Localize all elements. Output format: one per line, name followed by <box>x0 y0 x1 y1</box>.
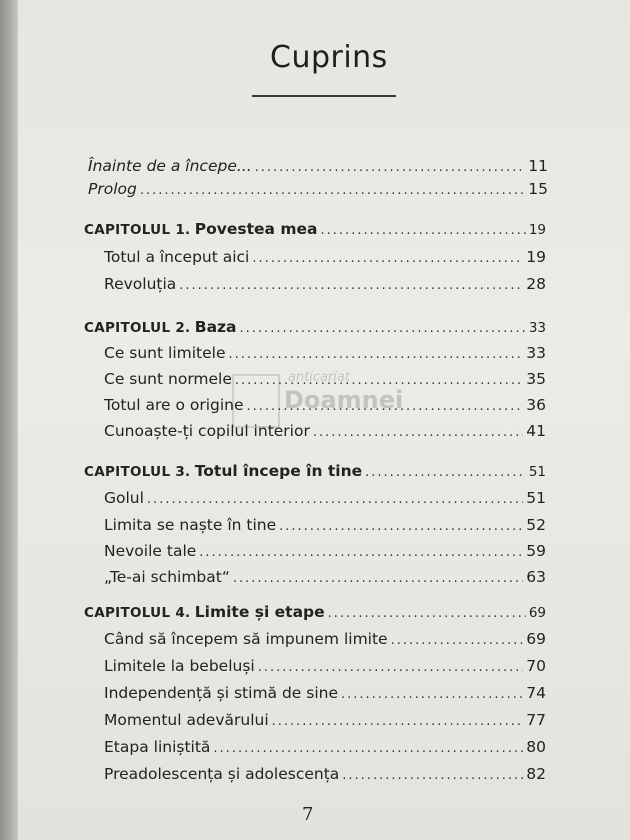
page-number: 7 <box>302 804 314 825</box>
section-entry <box>104 396 546 414</box>
entry-page-number: 51 <box>526 489 546 507</box>
front-matter-entry <box>88 180 548 198</box>
dot-leader <box>179 278 523 293</box>
entry-page-number: 77 <box>526 711 546 729</box>
entry-page-number: 36 <box>526 396 546 414</box>
section-entry <box>104 344 546 362</box>
entry-label: Golul <box>104 489 144 507</box>
dot-leader <box>365 465 526 480</box>
entry-page-number: 19 <box>528 222 546 238</box>
dot-leader <box>258 660 524 675</box>
entry-page-number: 51 <box>528 464 546 480</box>
chapter-entry <box>84 220 546 238</box>
entry-page-number: 69 <box>526 630 546 648</box>
entry-page-number: 15 <box>528 180 548 198</box>
dot-leader <box>328 606 526 621</box>
dot-leader <box>321 223 526 238</box>
dot-leader <box>213 741 523 756</box>
section-entry <box>104 275 546 293</box>
entry-label: Ce sunt normele <box>104 370 232 388</box>
chapter-prefix: CAPITOLUL 4. <box>84 605 191 621</box>
section-entry <box>104 422 546 440</box>
watermark-big-text: Doamnei <box>284 386 404 414</box>
entry-page-number: 41 <box>526 422 546 440</box>
chapter-name: Limite și etape <box>194 603 325 621</box>
entry-page-number: 11 <box>528 157 548 175</box>
entry-label: Etapa liniștită <box>104 738 211 756</box>
chapter-label <box>84 462 362 480</box>
dot-leader <box>235 373 523 388</box>
dot-leader <box>140 183 525 198</box>
chapter-label <box>84 603 325 621</box>
chapter-entry <box>84 603 546 621</box>
entry-label: Prolog <box>88 180 137 198</box>
entry-label: Ce sunt limitele <box>104 344 226 362</box>
entry-page-number: 63 <box>526 568 546 586</box>
dot-leader <box>341 687 523 702</box>
section-entry <box>104 568 546 586</box>
entry-label: Nevoile tale <box>104 542 197 560</box>
chapter-prefix: CAPITOLUL 3. <box>84 464 191 480</box>
section-entry <box>104 738 546 756</box>
chapter-entry <box>84 462 546 480</box>
chapter-name: Totul începe în tine <box>194 462 363 480</box>
section-entry <box>104 684 546 702</box>
section-entry <box>104 542 546 560</box>
entry-label: Preadolescența și adolescența <box>104 765 340 783</box>
entry-label: Limita se naște în tine <box>104 516 277 534</box>
entry-page-number: 33 <box>528 320 546 336</box>
entry-label: „Te-ai schimbat“ <box>104 568 230 586</box>
entry-page-number: 74 <box>526 684 546 702</box>
entry-label: Momentul adevărului <box>104 711 269 729</box>
dot-leader <box>391 633 524 648</box>
watermark-small-text: anticariat <box>288 370 351 385</box>
dot-leader <box>272 714 524 729</box>
section-entry <box>104 248 546 266</box>
entry-page-number: 33 <box>526 344 546 362</box>
section-entry <box>104 711 546 729</box>
section-entry <box>104 516 546 534</box>
dot-leader <box>342 768 523 783</box>
chapter-label <box>84 220 318 238</box>
entry-page-number: 59 <box>526 542 546 560</box>
entry-page-number: 19 <box>526 248 546 266</box>
page-title: Cuprins <box>270 40 388 75</box>
entry-page-number: 70 <box>526 657 546 675</box>
dot-leader <box>255 160 526 175</box>
entry-label: Totul are o origine <box>104 396 244 414</box>
entry-label: Revoluția <box>104 275 177 293</box>
front-matter-entry <box>88 157 548 175</box>
chapter-prefix: CAPITOLUL 2. <box>84 320 191 336</box>
dot-leader <box>247 399 524 414</box>
dot-leader <box>279 519 523 534</box>
entry-label: Totul a început aici <box>104 248 250 266</box>
dot-leader <box>252 251 523 266</box>
entry-page-number: 82 <box>526 765 546 783</box>
chapter-label <box>84 318 237 336</box>
entry-label: Cunoaște-ți copilul interior <box>104 422 310 440</box>
section-entry <box>104 657 546 675</box>
chapter-prefix: CAPITOLUL 1. <box>84 222 191 238</box>
dot-leader <box>233 571 523 586</box>
section-entry <box>104 765 546 783</box>
entry-label: Independență și stimă de sine <box>104 684 339 702</box>
dot-leader <box>147 492 523 507</box>
entry-page-number: 52 <box>526 516 546 534</box>
section-entry <box>104 370 546 388</box>
dot-leader <box>199 545 523 560</box>
section-entry <box>104 630 546 648</box>
chapter-name: Povestea mea <box>194 220 318 238</box>
dot-leader <box>313 425 523 440</box>
dot-leader <box>240 321 526 336</box>
section-entry <box>104 489 546 507</box>
entry-page-number: 80 <box>526 738 546 756</box>
dot-leader <box>229 347 524 362</box>
entry-page-number: 69 <box>528 605 546 621</box>
entry-label: Limitele la bebeluși <box>104 657 255 675</box>
entry-page-number: 35 <box>526 370 546 388</box>
chapter-name: Baza <box>194 318 237 336</box>
entry-label: Înainte de a începe... <box>88 157 252 175</box>
entry-page-number: 28 <box>526 275 546 293</box>
chapter-entry <box>84 318 546 336</box>
entry-label: Când să începem să impunem limite <box>104 630 388 648</box>
